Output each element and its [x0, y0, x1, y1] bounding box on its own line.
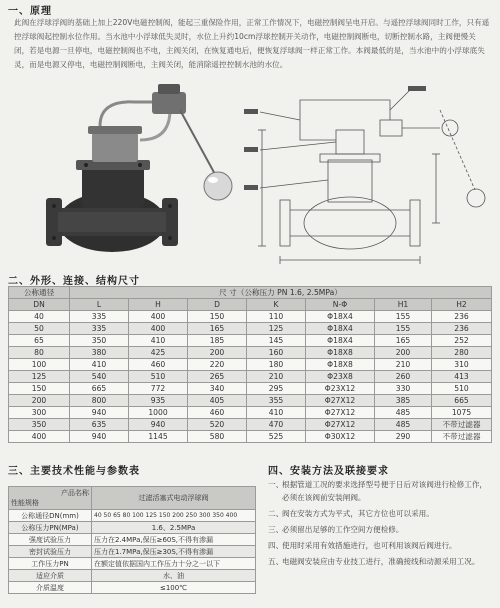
cell-n: Φ18X4 [306, 311, 375, 323]
cell-k: 145 [247, 335, 306, 347]
cell-h: 410 [129, 335, 188, 347]
item-text: 使用时采用有效措施进行，也可利用该阀后阀进行。 [282, 541, 457, 550]
item-number: 四、 [268, 541, 284, 550]
cell-h1: 210 [375, 359, 432, 371]
list-item [268, 478, 494, 504]
cell-dn: 400 [9, 431, 70, 443]
perf-value: 40 50 65 80 100 125 150 200 250 300 350 400 [92, 510, 256, 522]
perf-value: ≤100℃ [92, 582, 256, 594]
col-n: N-Φ [306, 299, 375, 311]
cell-dn: 65 [9, 335, 70, 347]
col-l: L [70, 299, 129, 311]
perf-value: 在额定值依据国内工作压力十分之一以下 [92, 558, 256, 570]
cell-l: 380 [70, 347, 129, 359]
perf-key: 工作压力PN [9, 558, 92, 570]
cell-h2: 510 [432, 383, 492, 395]
table-row [9, 359, 492, 371]
dimension-table-header-row [9, 287, 492, 299]
cell-l: 410 [70, 359, 129, 371]
cell-k: 110 [247, 311, 306, 323]
cell-h1: 260 [375, 371, 432, 383]
list-item [268, 555, 494, 568]
cell-n: Φ30X12 [306, 431, 375, 443]
perf-key: 公称通径DN(mm) [9, 510, 92, 522]
cell-l: 940 [70, 431, 129, 443]
table-row [9, 431, 492, 443]
cell-n: Φ23X12 [306, 383, 375, 395]
cell-n: Φ18X8 [306, 359, 375, 371]
cell-h1: 485 [375, 407, 432, 419]
section-title-performance: 三、主要技术性能与参数表 [8, 466, 140, 477]
cell-h1: 290 [375, 431, 432, 443]
cell-k: 180 [247, 359, 306, 371]
cell-h2: 665 [432, 395, 492, 407]
cell-d: 200 [188, 347, 247, 359]
cell-h: 940 [129, 419, 188, 431]
cell-dn: 150 [9, 383, 70, 395]
table-row [9, 546, 256, 558]
table-row [9, 407, 492, 419]
cell-h2: 不带过滤器 [432, 431, 492, 443]
cell-dn: 300 [9, 407, 70, 419]
cell-h2: 1075 [432, 407, 492, 419]
cell-n: Φ18X4 [306, 335, 375, 347]
cell-dn: 125 [9, 371, 70, 383]
cell-d: 520 [188, 419, 247, 431]
dn-group-header: 公称通径 [9, 287, 70, 299]
cell-h2: 252 [432, 335, 492, 347]
cell-l: 665 [70, 383, 129, 395]
cell-l: 800 [70, 395, 129, 407]
cell-l: 940 [70, 407, 129, 419]
cell-d: 580 [188, 431, 247, 443]
table-row [9, 558, 256, 570]
perf-value: 压力在1.7MPa,保压≥30S,不得有渗漏 [92, 546, 256, 558]
table-row [9, 534, 256, 546]
section-title-installation: 四、安装方法及联接要求 [268, 466, 389, 477]
perf-key: 适应介质 [9, 570, 92, 582]
cell-dn: 200 [9, 395, 70, 407]
cell-h: 425 [129, 347, 188, 359]
cell-k: 125 [247, 323, 306, 335]
cell-h2: 236 [432, 311, 492, 323]
cell-h: 935 [129, 395, 188, 407]
cell-h1: 200 [375, 347, 432, 359]
table-row [9, 522, 256, 534]
cell-k: 525 [247, 431, 306, 443]
cell-h2: 不带过滤器 [432, 419, 492, 431]
cell-h: 400 [129, 323, 188, 335]
cell-d: 165 [188, 323, 247, 335]
cell-h2: 310 [432, 359, 492, 371]
intro-paragraph: 此阀在浮球浮阀的基础上加上220V电磁控制阀，能起三重保险作用，正常工作情况下，电磁控制阀呈电开启。与遥控浮球阀同时工作，只有遥控浮球阀起控制水位作用。当水池中小浮球低失灵时，水位上升约10cm浮球控制开关动作，电磁控制阀断电，切断控制水路，主阀便慢关闭，若是电源一旦停电，电磁控制阀也不电，主阀关闭，在恢复通电后，便恢复浮球阀一样正常工作。本阀最低的是，当水池中的小浮球底失灵，而是电源又停电，电磁控制阀断电，主阀关闭，能消除遥控控制水池的水位。 [14, 18, 490, 69]
installation-list [268, 478, 494, 571]
cell-d: 220 [188, 359, 247, 371]
cell-l: 350 [70, 335, 129, 347]
cell-d: 150 [188, 311, 247, 323]
cell-h: 1000 [129, 407, 188, 419]
cell-d: 185 [188, 335, 247, 347]
cell-h1: 155 [375, 311, 432, 323]
table-row [9, 347, 492, 359]
perf-head-key-bottom: 性能规格 [11, 499, 39, 507]
item-text: 根据管道工况的要求选择型号便于日后对该阀进行检修工作，必须在该阀前安装闸阀。 [282, 480, 488, 502]
cell-l: 335 [70, 311, 129, 323]
cell-d: 460 [188, 407, 247, 419]
table-row [9, 371, 492, 383]
perf-key: 强度试验压力 [9, 534, 92, 546]
cell-dn: 40 [9, 311, 70, 323]
table-row [9, 383, 492, 395]
table-row [9, 311, 492, 323]
perf-head-value: 过滤活塞式电动浮球阀 [92, 487, 256, 510]
cell-dn: 50 [9, 323, 70, 335]
item-text: 电磁阀安装应由专业技工进行，准确接线和动源采用工况。 [282, 557, 480, 566]
cell-n: Φ18X4 [306, 323, 375, 335]
cell-n: Φ18X8 [306, 347, 375, 359]
cell-n: Φ27X12 [306, 407, 375, 419]
item-text: 必须留出足够的工作空间方便检修。 [282, 525, 404, 534]
cell-dn: 80 [9, 347, 70, 359]
cell-l: 635 [70, 419, 129, 431]
valve-dimension-drawing [240, 80, 490, 270]
perf-value: 压力在2.4MPa,保压≥60S,不得有渗漏 [92, 534, 256, 546]
cell-dn: 350 [9, 419, 70, 431]
table-row [9, 570, 256, 582]
cell-l: 335 [70, 323, 129, 335]
item-number: 五、 [268, 557, 284, 566]
item-text: 阀在安装方式为平式，其它方位也可以采用。 [282, 509, 434, 518]
perf-key: 介质温度 [9, 582, 92, 594]
cell-k: 470 [247, 419, 306, 431]
dimension-table [8, 286, 492, 443]
col-dn: DN [9, 299, 70, 311]
cell-dn: 100 [9, 359, 70, 371]
cell-k: 295 [247, 383, 306, 395]
table-row [9, 323, 492, 335]
perf-key: 公称压力PN(MPa) [9, 522, 92, 534]
table-row [9, 335, 492, 347]
list-item [268, 507, 494, 520]
cell-h: 772 [129, 383, 188, 395]
cell-h2: 413 [432, 371, 492, 383]
cell-k: 355 [247, 395, 306, 407]
table-row [9, 582, 256, 594]
size-group-header: 尺 寸（公称压力 PN 1.6, 2.5MPa） [70, 287, 492, 299]
cell-h: 510 [129, 371, 188, 383]
col-h: H [129, 299, 188, 311]
list-item [268, 523, 494, 536]
item-number: 二、 [268, 509, 284, 518]
perf-key: 密封试验压力 [9, 546, 92, 558]
item-number: 一、 [268, 480, 284, 489]
cell-k: 410 [247, 407, 306, 419]
section-title-principle: 一、原理 [8, 6, 52, 17]
cell-h: 400 [129, 311, 188, 323]
cell-d: 265 [188, 371, 247, 383]
col-d: D [188, 299, 247, 311]
cell-n: Φ27X12 [306, 395, 375, 407]
perf-value: 1.6、2.5MPa [92, 522, 256, 534]
cell-h1: 165 [375, 335, 432, 347]
table-row [9, 510, 256, 522]
cell-k: 160 [247, 347, 306, 359]
perf-head-key [9, 487, 92, 510]
col-h1: H1 [375, 299, 432, 311]
cell-n: Φ27X12 [306, 419, 375, 431]
performance-table-header [9, 487, 256, 510]
cell-h1: 385 [375, 395, 432, 407]
table-row [9, 419, 492, 431]
performance-table [8, 486, 256, 594]
cell-n: Φ23X8 [306, 371, 375, 383]
cell-h2: 236 [432, 323, 492, 335]
cell-h1: 155 [375, 323, 432, 335]
cell-h1: 485 [375, 419, 432, 431]
cell-d: 340 [188, 383, 247, 395]
cell-k: 210 [247, 371, 306, 383]
dimension-table-column-row [9, 299, 492, 311]
list-item [268, 539, 494, 552]
section-title-dimensions: 二、外形、连接、结构尺寸 [8, 276, 140, 287]
cell-h: 1145 [129, 431, 188, 443]
cell-h: 460 [129, 359, 188, 371]
perf-value: 水、油 [92, 570, 256, 582]
perf-head-key-top: 产品名称 [61, 489, 89, 497]
table-row [9, 395, 492, 407]
item-number: 三、 [268, 525, 284, 534]
cell-l: 540 [70, 371, 129, 383]
col-h2: H2 [432, 299, 492, 311]
cell-h2: 280 [432, 347, 492, 359]
cell-h1: 330 [375, 383, 432, 395]
valve-photo [40, 80, 240, 270]
cell-d: 405 [188, 395, 247, 407]
col-k: K [247, 299, 306, 311]
